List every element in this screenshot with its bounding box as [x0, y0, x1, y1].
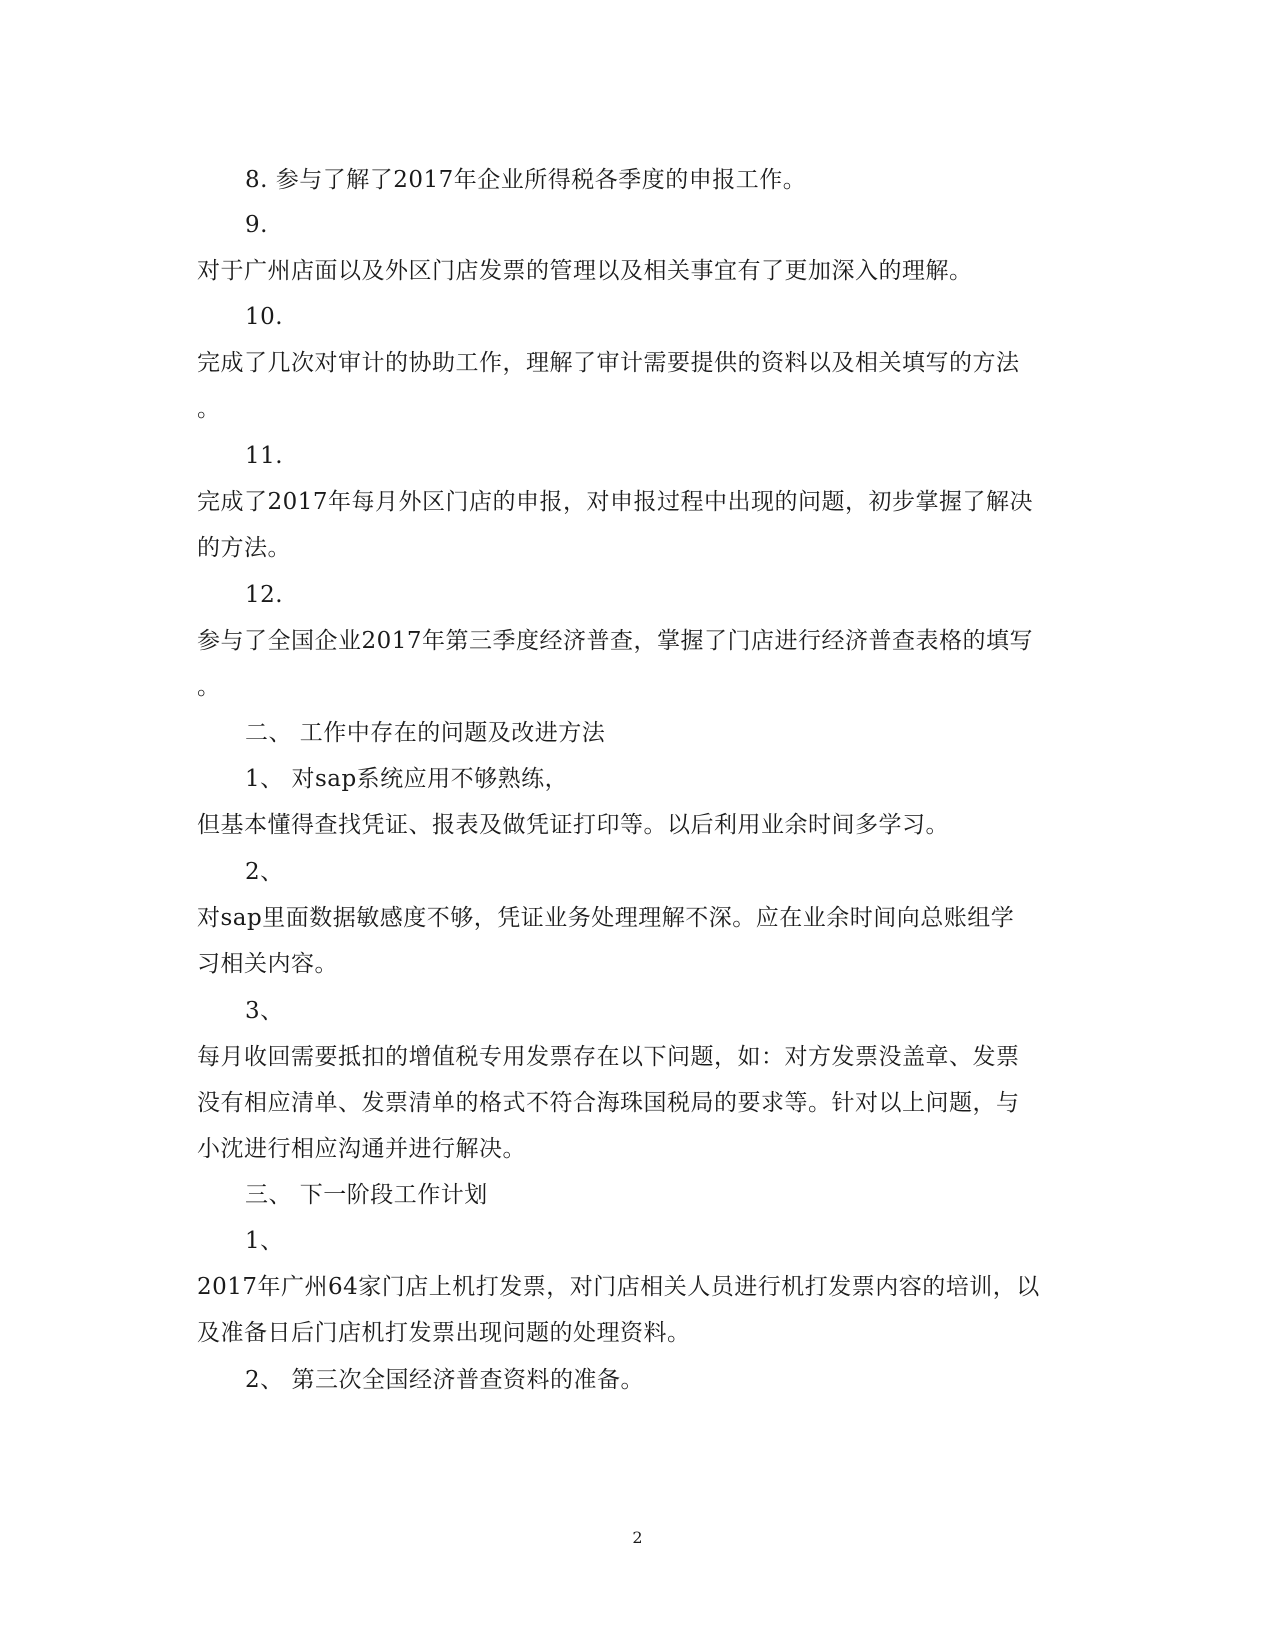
plan-1-text-line-2: 及准备日后门店机打发票出现问题的处理资料。 [197, 1320, 691, 1346]
item-9-number: 9. [245, 212, 268, 238]
problem-2-text-line-2: 习相关内容。 [197, 951, 338, 977]
problem-2-number: 2、 [245, 859, 284, 885]
item-9-text: 对于广州店面以及外区门店发票的管理以及相关事宜有了更加深入的理解。 [197, 258, 973, 284]
item-8-text: 8. 参与了解了2017年企业所得税各季度的申报工作。 [245, 167, 807, 193]
plan-2-text: 2、 第三次全国经济普查资料的准备。 [245, 1367, 644, 1393]
problem-3-text-line-1: 每月收回需要抵扣的增值税专用发票存在以下问题，如：对方发票没盖章、发票 [197, 1044, 1020, 1070]
item-11-number: 11. [245, 443, 284, 469]
item-11-text-line-1: 完成了2017年每月外区门店的申报，对申报过程中出现的问题，初步掌握了解决 [197, 489, 1034, 515]
page-number: 2 [632, 1528, 643, 1547]
problem-2-text-line-1: 对sap里面数据敏感度不够，凭证业务处理理解不深。应在业余时间向总账组学 [197, 905, 1015, 931]
plan-1-number: 1、 [245, 1228, 284, 1254]
section-3-heading: 三、 下一阶段工作计划 [245, 1182, 488, 1208]
problem-1-heading: 1、 对sap系统应用不够熟练， [245, 766, 569, 792]
problem-3-text-line-2: 没有相应清单、发票清单的格式不符合海珠国税局的要求等。针对以上问题，与 [197, 1090, 1020, 1116]
item-10-text-line-2: 。 [197, 396, 221, 422]
item-11-text-line-2: 的方法。 [197, 535, 291, 561]
section-2-heading: 二、 工作中存在的问题及改进方法 [245, 720, 606, 746]
item-10-text-line-1: 完成了几次对审计的协助工作，理解了审计需要提供的资料以及相关填写的方法 [197, 350, 1020, 376]
item-10-number: 10. [245, 304, 284, 330]
problem-1-text: 但基本懂得查找凭证、报表及做凭证打印等。以后利用业余时间多学习。 [197, 812, 949, 838]
problem-3-text-line-3: 小沈进行相应沟通并进行解决。 [197, 1136, 526, 1162]
item-12-text-line-1: 参与了全国企业2017年第三季度经济普查，掌握了门店进行经济普查表格的填写 [197, 628, 1034, 654]
item-12-number: 12. [245, 582, 284, 608]
problem-3-number: 3、 [245, 998, 284, 1024]
plan-1-text-line-1: 2017年广州64家门店上机打发票，对门店相关人员进行机打发票内容的培训，以 [197, 1274, 1040, 1300]
item-12-text-line-2: 。 [197, 674, 221, 700]
